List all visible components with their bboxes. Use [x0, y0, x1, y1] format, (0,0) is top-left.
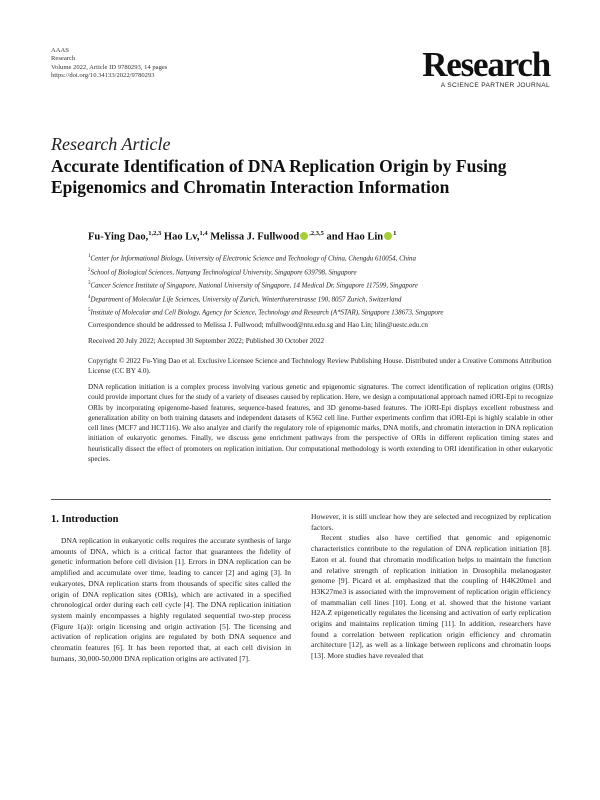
affiliation-text: School of Biological Sciences, Nanyang Technological University, Singapore 639798, Singapore [90, 268, 357, 276]
affiliation-item [88, 278, 558, 292]
meta-line: Volume 2022, Article ID 9780293, 14 pages [51, 63, 168, 71]
affiliation-number: 1 [88, 254, 91, 259]
body-column-left [51, 512, 291, 664]
orcid-icon[interactable] [384, 232, 392, 240]
author-affil-ref: ,2,3,5 [309, 230, 324, 237]
meta-line: Research [51, 55, 76, 63]
affiliation-list [88, 251, 558, 319]
affiliation-text: Institute of Molecular and Cell Biology, Agency for Science, Technology and Research (A*STAR), Singapore 138673, Singapore [90, 309, 444, 317]
author-name: Hao Lv, [163, 231, 200, 243]
affiliation-number: 5 [88, 308, 91, 314]
correspondence-note: Correspondence should be addressed to Melissa J. Fullwood; mfullwood@ntu.edu.sg and Hao Lin; hlin@uestc.edu.cn [88, 321, 429, 329]
journal-logo: Research [422, 45, 550, 84]
journal-meta [51, 47, 167, 81]
publication-dates: Received 20 July 2022; Accepted 30 September 2022; Published 30 October 2022 [88, 337, 325, 345]
body-paragraph: Recent studies also have certified that genomic and epigenomic characteristics contribute to the regulation of DNA replication initiation [8]. Eaton et al. found that chromatin modification helps to maintain the function and relative strength of replication initiation in Drosophila melanogaster genome [9]. Picard et al. emphasized that the coupling of H4K20me1 and H3K27me3 is associated with the improvement of replication origin efficiency of mammalian cell lines [10]. Long et al. showed that the histone variant H2A.Z epigenetically regulates the licensing and activation of early replication origins and maintains replication timing [11]. In addition, researchers have found a correlation between replication origin efficiency and chromatin architecture [12], as well as a linkage between replicons and chromatin loops [13]. More studies have revealed that [311, 533, 551, 661]
author-list [88, 230, 558, 243]
author-affil-ref: 1,2,3 [148, 230, 162, 237]
affiliation-item [88, 251, 558, 265]
author-affil-ref: 1 [393, 230, 397, 237]
affiliation-item [88, 265, 558, 279]
affiliation-item [88, 305, 558, 319]
body-paragraph: However, it is still unclear how they are selected and recognized by replication factors. [311, 512, 551, 532]
author-name: Hao Lin [346, 231, 384, 243]
meta-line: AAAS [51, 47, 69, 54]
author-separator: and [323, 231, 347, 243]
journal-tagline: A SCIENCE PARTNER JOURNAL [440, 82, 550, 89]
affiliation-item [88, 292, 558, 306]
copyright-notice: Copyright © 2022 Fu-Ying Dao et al. Exclusive Licensee Science and Technology Review Publishing House. Distributed under a Creative Commons Attribution License (CC BY 4.0). [88, 357, 552, 375]
journal-brand [422, 47, 550, 89]
affiliation-text: Center for Informational Biology, University of Electronic Science and Technology of China, Chengdu 610054, China [90, 255, 416, 263]
article-title: Accurate Identification of DNA Replication Origin by Fusing Epigenomics and Chromatin Interaction Information [51, 156, 507, 197]
author-name: Fu-Ying Dao, [88, 231, 149, 243]
doi-link[interactable]: https://doi.org/10.34133/2022/9780293 [51, 72, 155, 80]
section-divider [51, 499, 551, 500]
author-name: Melissa J. Fullwood [210, 231, 300, 243]
body-column-right [311, 512, 551, 662]
affiliation-text: Department of Molecular Life Sciences, University of Zurich, Winterthurerstrasse 190, 8057 Zurich, Switzerland [90, 296, 402, 304]
article-type: Research Article [51, 134, 171, 154]
affiliation-number: 4 [88, 294, 91, 300]
body-paragraph: DNA replication in eukaryotic cells requires the accurate synthesis of large amounts of DNA, which is a critical factor that guarantees the fidelity of genetic information before cell division [1]. Errors in DNA replication can be amplified and accumulate over time, leading to cancer [2] and aging [3]. In eukaryotes, DNA replication starts from thousands of specific sites called the origin of DNA replication sites (ORIs), which are activated in a specified chronological order during each cell cycle [4]. The DNA replication initiation system mainly encompasses a highly regulated sequential two-step process (Figure 1(a)): origin licensing and origin activation [5]. The licensing and activation of replication origins are regulated by both DNA sequence and chromatin features [6]. It has been reported that, at each cell division in humans, 30,000-50,000 DNA replication origins are activated [7]. [51, 536, 291, 663]
author-affil-ref: 1,4 [199, 230, 208, 237]
affiliation-number: 2 [88, 267, 91, 273]
abstract: DNA replication initiation is a complex process involving various genetic and epigenomic signatures. The correct identification of replication origins (ORIs) could provide important clues for the study of a variety of diseases caused by replication. Here, we design a computational approach named iORI-Epi to recognize ORIs by incorporating epigenome-based features, sequence-based features, and 3D genome-based features. The iORI-Epi displays excellent robustness and generalization ability on both training datasets and independent datasets of K562 cell line. Further experiments confirm that iORI-Epi is highly scalable in other cell lines (MCF7 and HCT116). We also analyze and clarify the regulatory role of epigenomic marks, DNA motifs, and chromatin interaction in DNA replication initiation of eukaryotic genomes. Finally, we discuss gene enrichment pathways from the perspective of ORIs in different replication timing states and heuristically dissect the effect of promoters on replication initiation. Our computational methodology is worth extending to ORI identification in other eukaryotic species. [88, 383, 553, 464]
affiliation-text: Cancer Science Institute of Singapore, National University of Singapore, 14 Medical Dr, Singapore 117599, Singapore [90, 282, 418, 290]
affiliation-number: 3 [88, 281, 91, 287]
section-heading: 1. Introduction [51, 514, 119, 525]
orcid-icon[interactable] [300, 232, 308, 240]
